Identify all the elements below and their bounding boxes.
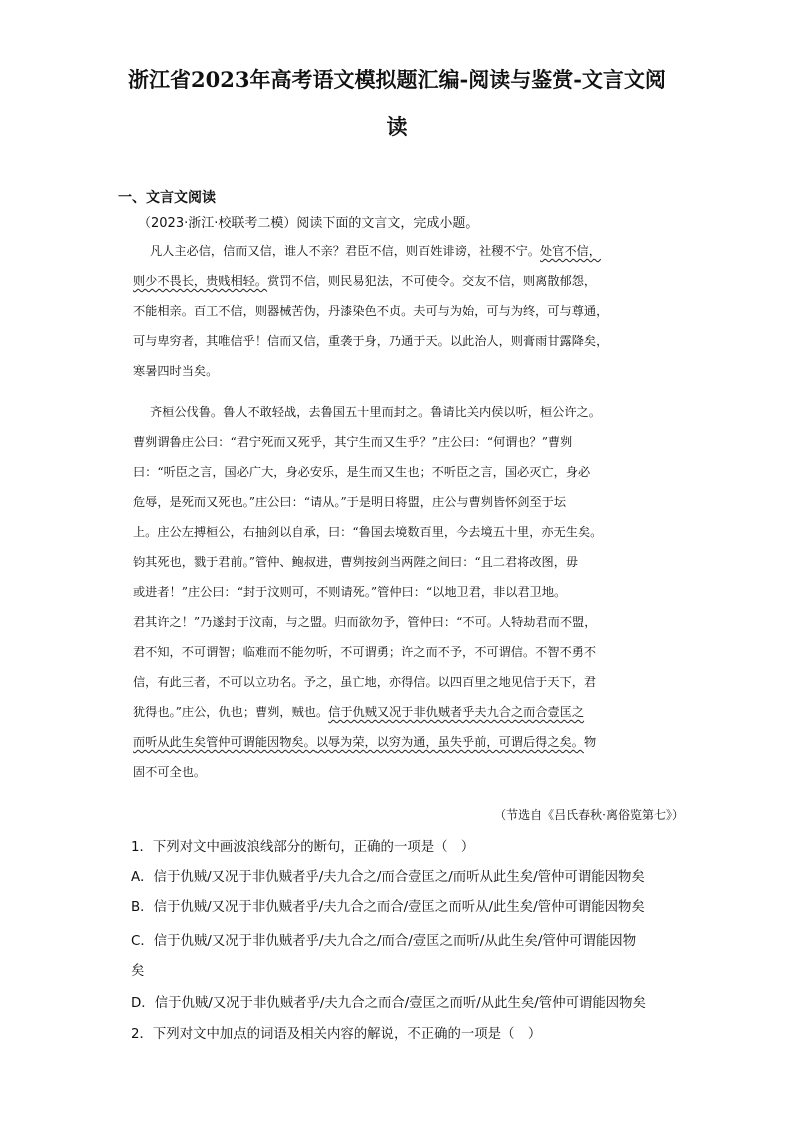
passage-line: 而听从此生矣管仲可谓能因物矣。以辱为荣，以穷为通，虽失乎前，可谓后得之矣。物	[133, 735, 597, 749]
passage-line: 信，有此三者，不可以立功名。予之，虽亡地，亦得信。以四百里之地见信于天下，君	[133, 675, 597, 689]
document-title: 浙江省2023年高考语文模拟题汇编-阅读与鉴赏-文言文阅	[128, 67, 666, 92]
passage-line: 或进者！”庄公曰：“封于汶则可，不则请死。”管仲曰：“以地卫君，非以君卫地。	[133, 585, 567, 599]
wavy-underlined-text: 处官不信，	[540, 244, 601, 258]
wavy-underlined-text: 则少不畏长，贵贱相轻。	[133, 274, 268, 288]
passage-line: 君不知，不可谓智；临难而不能勿听，不可谓勇；许之而不予，不可谓信。不智不勇不	[133, 645, 597, 659]
passage-line: 犹得也。”庄公，仇也；曹刿，贼也。信于仇贼又况于非仇贼者乎夫九合之而合壹匡之	[133, 705, 585, 719]
wavy-underlined-text: 以辱为荣，以穷为通，虽失乎前，可谓后得之矣。	[315, 735, 584, 749]
passage-line: 齐桓公伐鲁。鲁人不敢轻战，去鲁国五十里而封之。鲁请比关内侯以听，桓公许之。	[150, 405, 601, 419]
intro-text: （2023·浙江·校联考二模）阅读下面的文言文，完成小题。	[138, 216, 479, 231]
passage-line: 寒暑四时当矣。	[133, 364, 219, 378]
wavy-underlined-text: 而听从此生矣管仲可谓能因物矣。	[133, 735, 316, 749]
wavy-underlined-text: 信于仇贼又况于非仇贼者乎夫九合之而合壹匡之	[328, 705, 585, 719]
passage-line: 钧其死也，戮于君前。”管仲、鲍叔进，曹刿按剑当两陛之间曰：“且二君将改图，毋	[133, 555, 579, 569]
passage-line: 凡人主必信，信而又信，谁人不亲？君臣不信，则百姓诽谤，社稷不宁。处官不信，	[150, 244, 601, 258]
passage-line: 不能相亲。百工不信，则器械苦伪，丹漆染色不贞。夫可与为始，可与为终，可与尊通，	[133, 304, 609, 318]
passage-line: 曰：“听臣之言，国必广大，身必安乐，是生而又生也；不听臣之言，国必灭亡，身必	[133, 465, 591, 479]
document-title-continued: 读	[386, 114, 408, 139]
passage-line: 固不可全也。	[133, 765, 207, 779]
question-2: 2．下列对文中加点的词语及相关内容的解说，不正确的一项是（ ）	[131, 1027, 542, 1042]
question-1: 1．下列对文中画波浪线部分的断句，正确的一项是（ ）	[131, 840, 475, 855]
question-1-option-d: D．信于仇贼/又况于非仇贼者乎/夫九合之而合/壹匡之而听/从此生矣/管仲可谓能因物矣	[131, 996, 646, 1011]
section-heading: 一、文言文阅读	[118, 190, 216, 206]
passage-line: 危辱，是死而又死也。”庄公曰：“请从。”于是明日将盟，庄公与曹刿皆怀剑至于坛	[133, 495, 567, 509]
question-1-option-c: C．信于仇贼/又况于非仇贼者乎/夫九合之/而合/壹匡之而听/从此生矣/管仲可谓能因物	[131, 934, 637, 949]
passage-line: 君其许之！”乃遂封于汶南，与之盟。归而欲勿予，管仲曰：“不可。人特劫君而不盟，	[133, 615, 597, 629]
passage-line: 可与卑穷者，其唯信乎！信而又信，重袭于身，乃通于天。以此治人，则膏雨甘露降矣，	[133, 334, 609, 348]
source-citation: （节选自《吕氏春秋·离俗览第七》）	[494, 808, 684, 822]
passage-line: 曹刿谓鲁庄公曰：“君宁死而又死乎，其宁生而又生乎？”庄公曰：“何谓也？”曹刿	[133, 435, 573, 449]
passage-line: 则少不畏长，贵贱相轻。赏罚不信，则民易犯法，不可使令。交友不信，则离散郁怨，	[133, 274, 597, 288]
question-1-option-a: A．信于仇贼/又况于非仇贼者乎/夫九合之/而合壹匡之/而听从此生矣/管仲可谓能因物矣	[131, 870, 645, 885]
passage-line: 上。庄公左搏桓公，右抽剑以自承，曰：“鲁国去境数百里，今去境五十里，亦无生矣。	[133, 525, 603, 539]
question-1-option-c-continued: 矣	[131, 964, 145, 979]
question-1-option-b: B．信于仇贼/又况于非仇贼者乎/夫九合之而合/壹匡之而听从/此生矣/管仲可谓能因物矣	[131, 900, 645, 915]
